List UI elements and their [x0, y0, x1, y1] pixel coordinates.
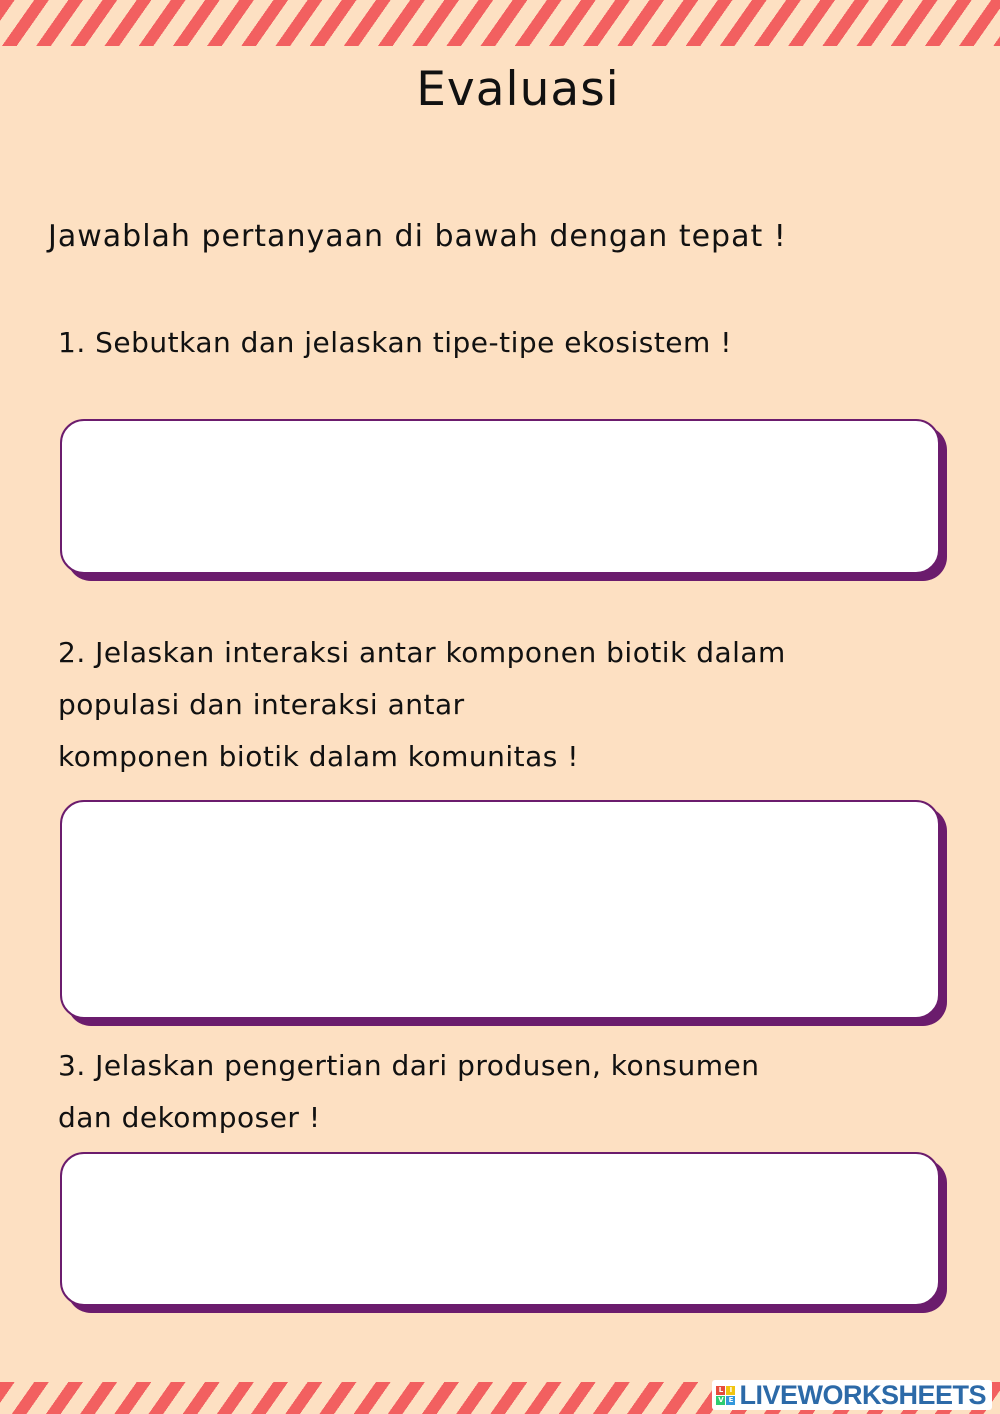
- question-2: [58, 627, 958, 783]
- liveworksheets-logo: [712, 1380, 992, 1410]
- question-2-line-2: populasi dan interaksi antar: [58, 688, 465, 721]
- brand-icon-letter: E: [726, 1396, 735, 1405]
- liveworksheets-icon: [716, 1386, 735, 1405]
- brand-icon-letter: I: [726, 1386, 735, 1395]
- question-2-line-3: komponen biotik dalam komunitas !: [58, 740, 579, 773]
- liveworksheets-wordmark: LIVEWORKSHEETS: [739, 1379, 986, 1410]
- answer-box-3[interactable]: [60, 1152, 940, 1306]
- brand-icon-letter: L: [716, 1386, 725, 1395]
- question-3-line-2: dan dekomposer !: [58, 1101, 321, 1134]
- question-1: [58, 317, 958, 369]
- top-stripe-border: [0, 0, 1000, 46]
- instruction-text: Jawablah pertanyaan di bawah dengan tepat !: [48, 219, 787, 254]
- page-title: Evaluasi: [416, 62, 620, 117]
- question-3-line-1: 3. Jelaskan pengertian dari produsen, konsumen: [58, 1049, 760, 1082]
- answer-box-1[interactable]: [60, 419, 940, 574]
- question-2-line-1: 2. Jelaskan interaksi antar komponen biotik dalam: [58, 636, 786, 669]
- question-1-line-1: 1. Sebutkan dan jelaskan tipe-tipe ekosistem !: [58, 326, 732, 359]
- brand-icon-letter: V: [718, 1395, 724, 1404]
- question-3: [58, 1040, 958, 1144]
- answer-box-2[interactable]: [60, 800, 940, 1019]
